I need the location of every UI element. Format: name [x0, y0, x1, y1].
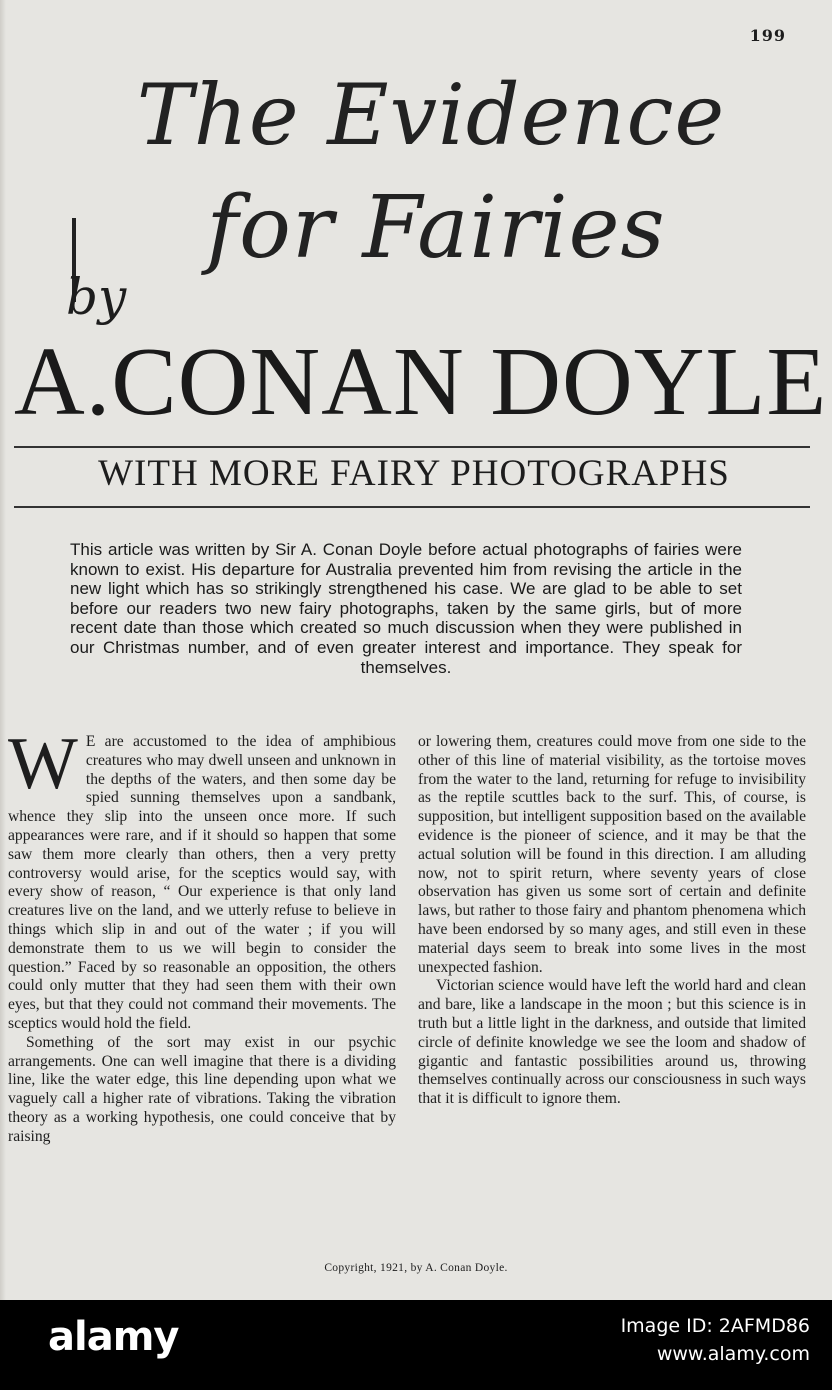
title-line-2: for Fairies — [206, 178, 666, 278]
paragraph: Something of the sort may exist in our psychic arrangements. One can well imagine that there is a dividing line, like the water edge, this line depending upon what we vaguely call a higher rate of vibrations. Taking the vibration theory as a working hypothesis, one could conceive that by raising — [8, 1033, 396, 1145]
site-url: www.alamy.com — [656, 1343, 810, 1365]
image-id: Image ID: 2AFMD86 — [620, 1315, 810, 1337]
byline-word: by — [66, 268, 127, 326]
paragraph — [8, 723, 396, 1034]
article-column-right — [418, 733, 806, 1109]
article-column-left — [8, 723, 396, 1147]
paragraph-text: E are accustomed to the idea of amphibious creatures who may dwell unseen and unknown in the depths of the waters, and then some day be spied sunning themselves upon a sandbank, whence they slip into the unseen once more. If such appearances were rare, and if it should so happen that some saw them more clearly than others, then a very pretty controversy would arise, for the sceptics would say, with every show of reason, “ Our experience is that only land creatures live on the land, and we utterly refuse to believe in things which slip in and out of the water ; if you will demonstrate them to us we will begin to consider the question.” Faced by so reasonable an opposition, the others could only mutter that they had seen them with their own eyes, but that they could not command their movements. The sceptics would hold the field. — [8, 733, 396, 1032]
editor-intro: This article was written by Sir A. Conan Doyle before actual photographs of fairies were known to exist. His departure for Australia prevented him from revising the article in the new light which has so strikingly strengthened his case. We are glad to be able to set before our readers two new fairy photographs, taken by the same girls, but of more recent date than those which created so much discussion when they were published in our Christmas number, and of even greater interest and importance. They speak for themselves. — [70, 540, 742, 677]
paragraph: Victorian science would have left the world hard and clean and bare, like a landscape in the moon ; but this science is in truth but a little light in the darkness, and outside that limited circle of definite knowledge we see the loom and shadow of gigantic and fantastic possibilities around us, throwing themselves continually across our consciousness in such ways that it is difficult to ignore them. — [418, 977, 806, 1108]
author-name: A.CONAN DOYLE — [14, 328, 828, 436]
subtitle: WITH MORE FAIRY PHOTOGRAPHS — [98, 453, 730, 494]
subtitle-rule-top — [14, 446, 810, 448]
copyright-line: Copyright, 1921, by A. Conan Doyle. — [324, 1262, 508, 1274]
title-line-1: The Evidence — [136, 66, 726, 164]
subtitle-rule-bottom — [14, 506, 810, 508]
page-number: 199 — [749, 26, 786, 45]
paragraph: or lowering them, creatures could move from one side to the other of this line of material visibility, as the tortoise moves from the water to the land, returning for refuge to invisibility as the reptile scuttles back to the surf. This, of course, is supposition, but intelligent supposition based on the available evidence is the pioneer of science, and it may be that the actual solution will be found in this direction. I am alluding now, not to spirit return, where seventy years of close observation has given us some sort of certain and definite laws, but rather to those fairy and phantom phenomena which have been endorsed by so many ages, and still even in these material days seem to break into some lives in the most unexpected fashion. — [418, 733, 806, 976]
watermark-banner — [0, 1300, 832, 1390]
banner-info — [621, 1312, 810, 1368]
alamy-logo: alamy — [48, 1314, 179, 1360]
drop-cap: W — [8, 723, 78, 805]
